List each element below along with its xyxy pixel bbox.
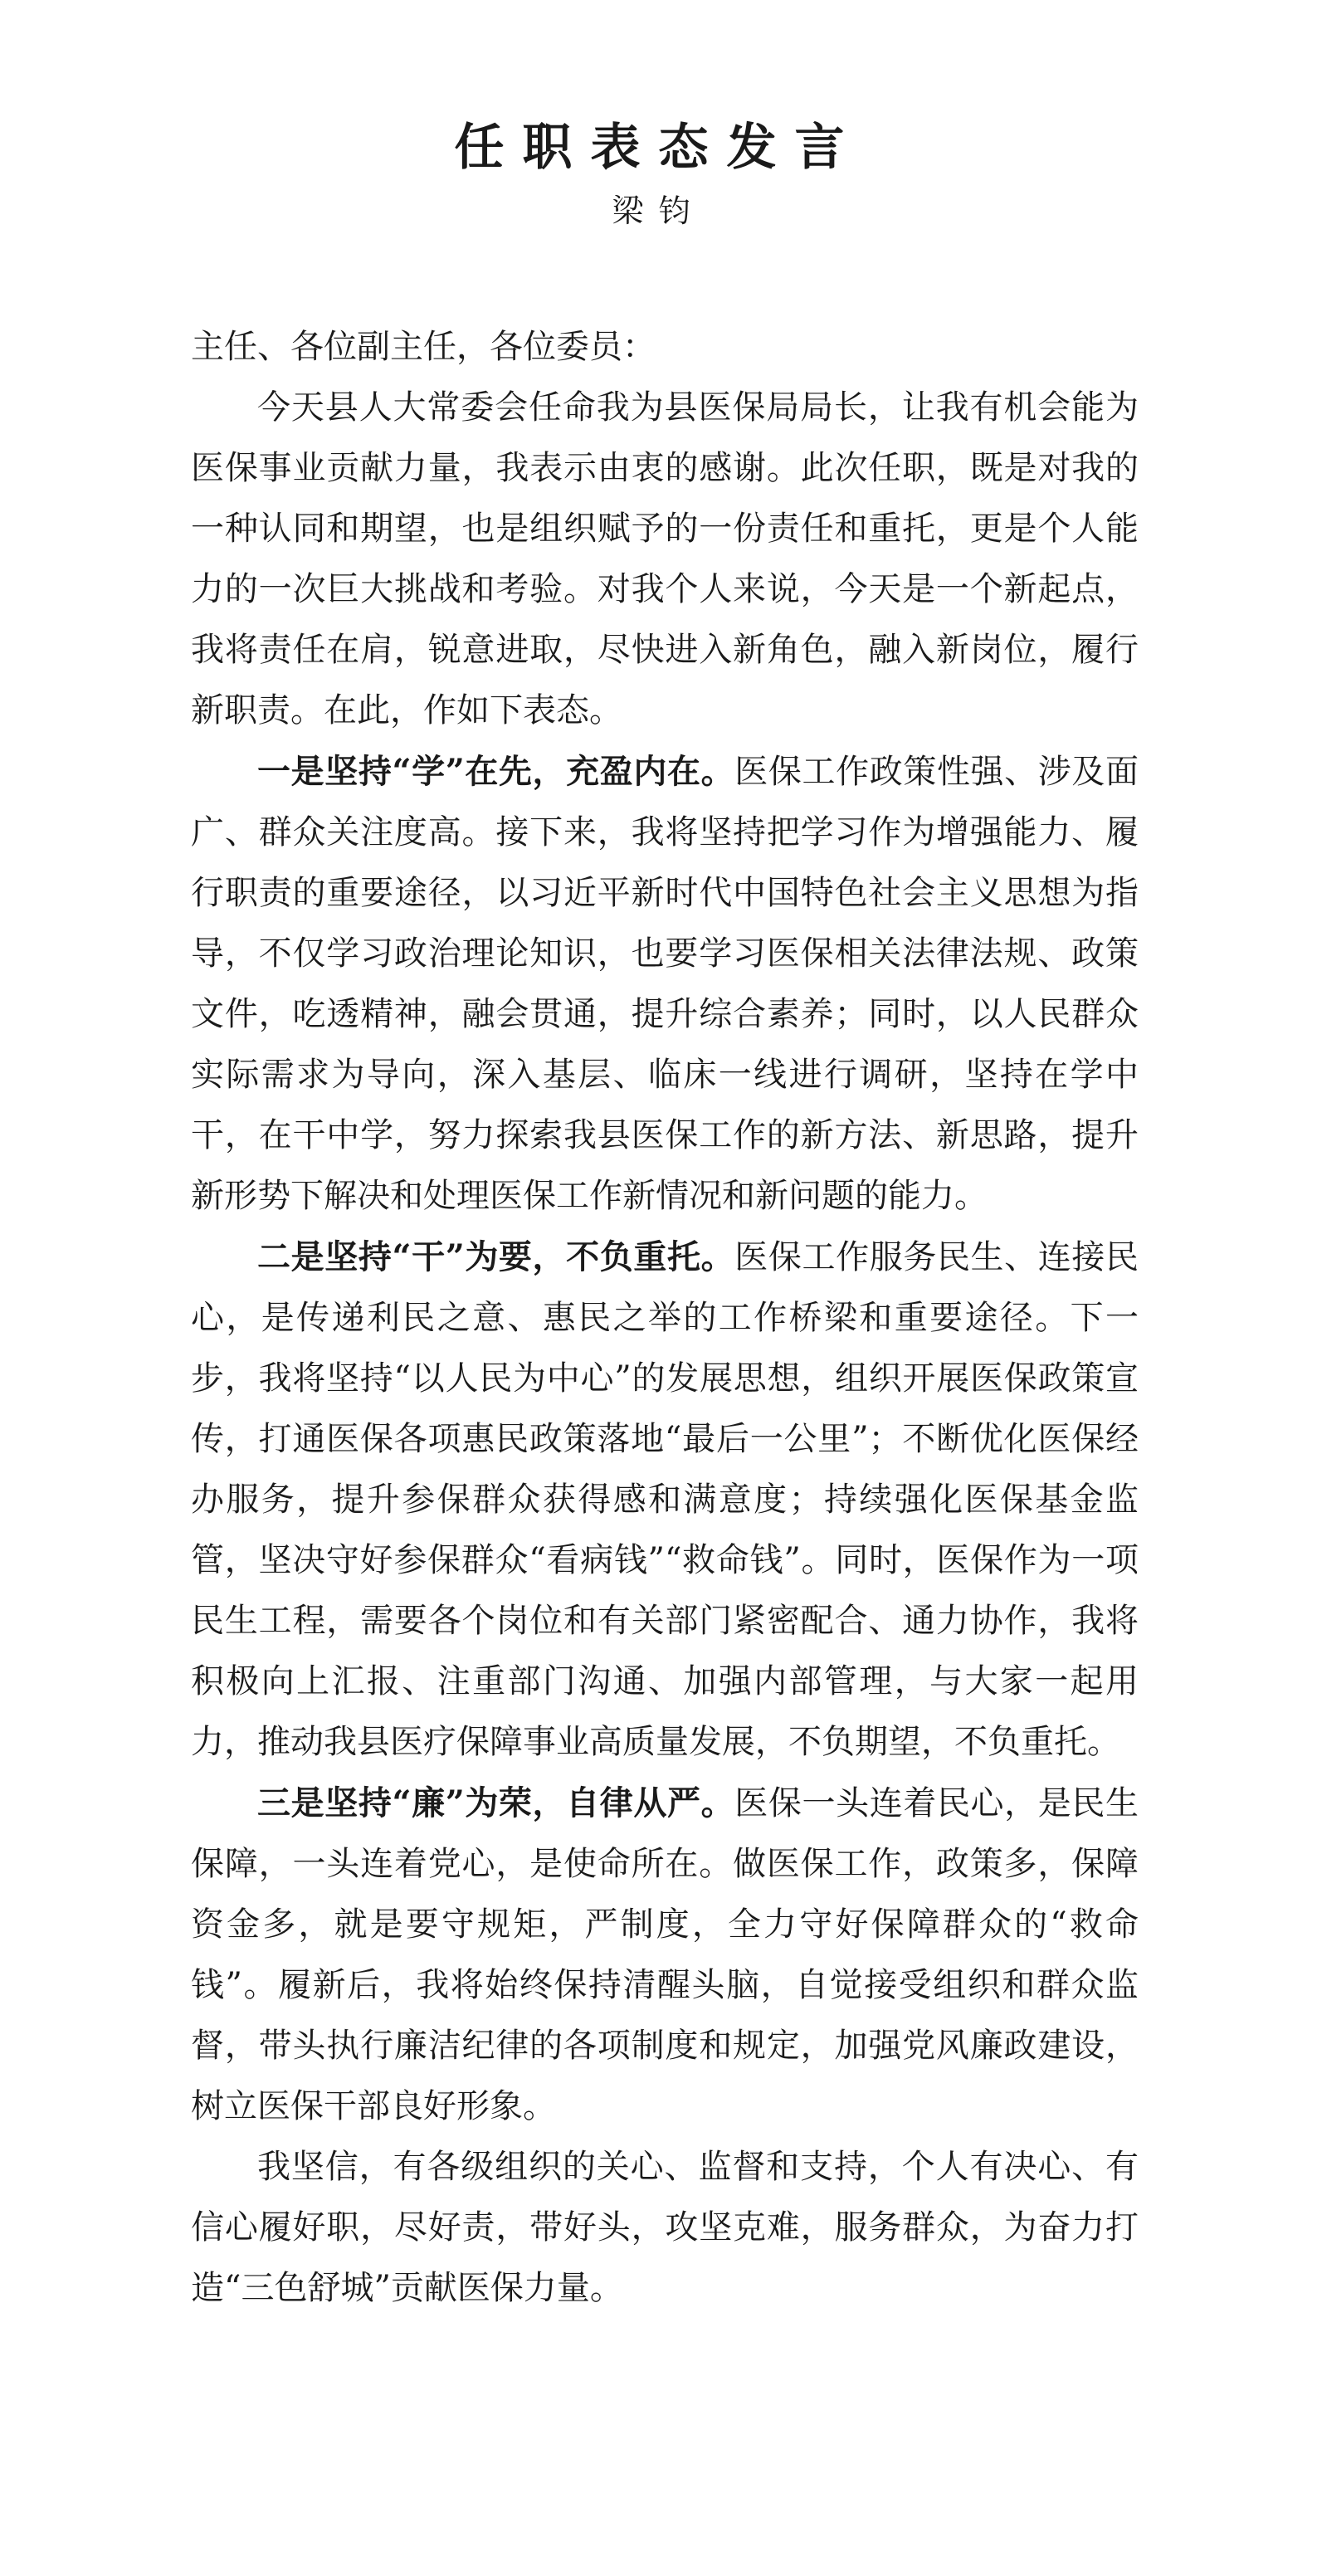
paragraph-work [191,1227,1139,1773]
paragraph-lead: 三是坚持“廉”为荣，自律从严。 [257,1783,735,1822]
document-title: 任职表态发言 [454,119,863,177]
document-author: 梁钧 [612,193,705,229]
paragraph-intro [191,378,1139,741]
salutation: 主任、各位副主任，各位委员： [191,328,656,366]
paragraph-lead: 二是坚持“干”为要，不负重托。 [257,1237,735,1276]
paragraph-study [191,741,1139,1227]
paragraph-closing [191,2137,1139,2319]
paragraph-text: 我坚信，有各级组织的关心、监督和支持，个人有决心、有信心履好职，尽好责，带好头，攻坚克难，服务群众，为奋力打造“三色舒城”贡献医保力量。 [191,2148,1139,2307]
paragraph-text: 医保一头连着民心，是民生保障，一头连着党心，是使命所在。做医保工作，政策多，保障资金多，就是要守规矩，严制度，全力守好保障群众的“救命钱”。履新后，我将始终保持清醒头脑，自觉接受组织和群众监督，带头执行廉洁纪律的各项制度和规定，加强党风廉政建设，树立医保干部良好形象。 [191,1784,1139,2125]
document-body [191,317,1139,2319]
paragraph-lead: 一是坚持“学”在先，充盈内在。 [257,752,735,791]
paragraph-integrity [191,1773,1139,2137]
paragraph-text: 医保工作服务民生、连接民心，是传递利民之意、惠民之举的工作桥梁和重要途径。下一步，我将坚持“以人民为中心”的发展思想，组织开展医保政策宣传，打通医保各项惠民政策落地“最后一公里”；不断优化医保经办服务，提升参保群众获得感和满意度；持续强化医保基金监管，坚决守好参保群众“看病钱”“救命钱”。同时，医保作为一项民生工程，需要各个岗位和有关部门紧密配合、通力协作，我将积极向上汇报、注重部门沟通、加强内部管理，与大家一起用力，推动我县医疗保障事业高质量发展，不负期望，不负重托。 [191,1238,1139,1761]
paragraph-text: 医保工作政策性强、涉及面广、群众关注度高。接下来，我将坚持把学习作为增强能力、履行职责的重要途径，以习近平新时代中国特色社会主义思想为指导，不仅学习政治理论知识，也要学习医保相关法律法规、政策文件，吃透精神，融会贯通，提升综合素养；同时，以人民群众实际需求为导向，深入基层、临床一线进行调研，坚持在学中干，在干中学，努力探索我县医保工作的新方法、新思路，提升新形势下解决和处理医保工作新情况和新问题的能力。 [191,753,1139,1215]
paragraph-text: 今天县人大常委会任命我为县医保局局长，让我有机会能为医保事业贡献力量，我表示由衷的感谢。此次任职，既是对我的一种认同和期望，也是组织赋予的一份责任和重托，更是个人能力的一次巨大挑战和考验。对我个人来说，今天是一个新起点，我将责任在肩，锐意进取，尽快进入新角色，融入新岗位，履行新职责。在此，作如下表态。 [191,388,1139,729]
